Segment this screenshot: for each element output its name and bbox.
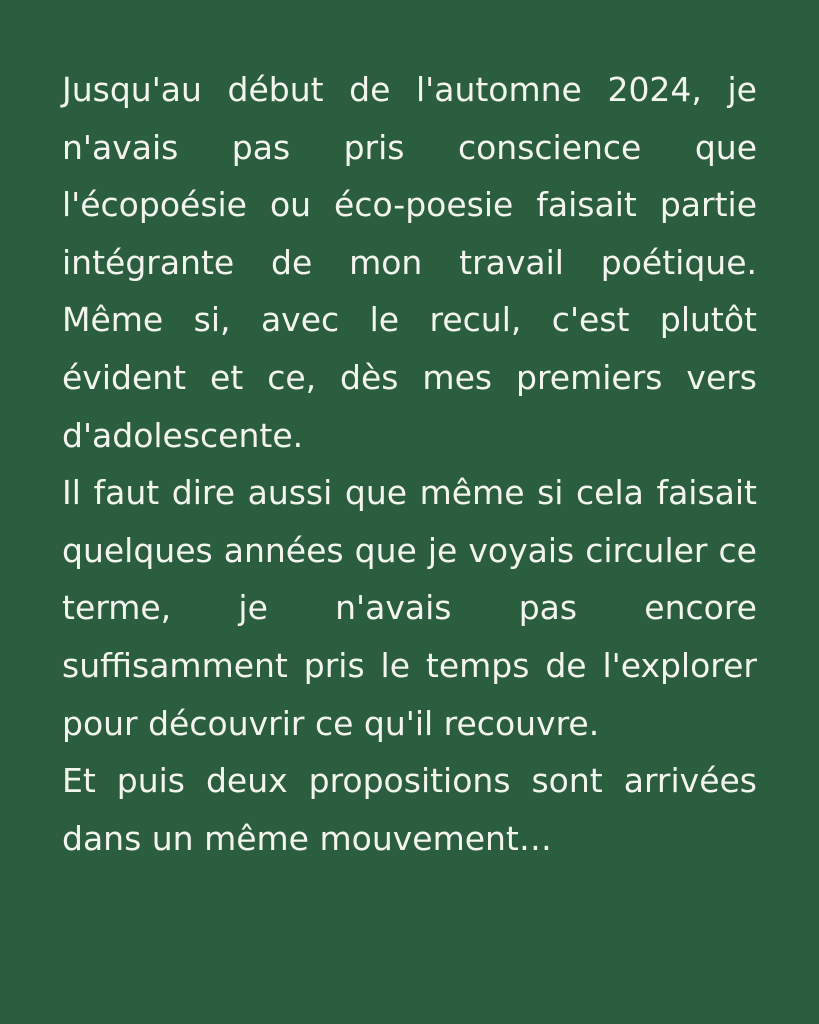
body-text — [62, 61, 757, 867]
text-line: partie intégrante de mon travail — [62, 185, 757, 282]
text-line: l'écopoésie ou éco-poesie faisait — [62, 185, 637, 225]
text-line: mouvement… — [319, 818, 552, 858]
paragraph-3 — [62, 752, 757, 867]
text-line: voyais circuler ce terme, je n'avais — [62, 530, 757, 628]
text-line: Et puis deux propositions sont — [62, 761, 603, 801]
text-line: Jusqu'au début de l'automne 2024, — [62, 70, 702, 109]
paragraph-1 — [62, 61, 757, 464]
text-line: premiers vers d'adolescente. — [62, 357, 758, 455]
text-line: Il faut dire aussi que même si cela — [62, 473, 644, 513]
text-line: ce qu'il recouvre. — [314, 703, 600, 743]
paragraph-2 — [62, 464, 757, 752]
text-line: poétique. Même si, avec le recul, — [62, 242, 757, 340]
text-line: faisait quelques années que je — [62, 473, 757, 570]
text-line: arrivées dans un même — [62, 761, 757, 858]
text-line: pas encore suffisamment pris le — [62, 588, 757, 685]
text-line: temps de l'explorer pour découvrir — [62, 645, 757, 743]
text-line: c'est plutôt évident et ce, dès mes — [62, 300, 757, 397]
text-line: je n'avais pas pris conscience que — [62, 70, 757, 167]
